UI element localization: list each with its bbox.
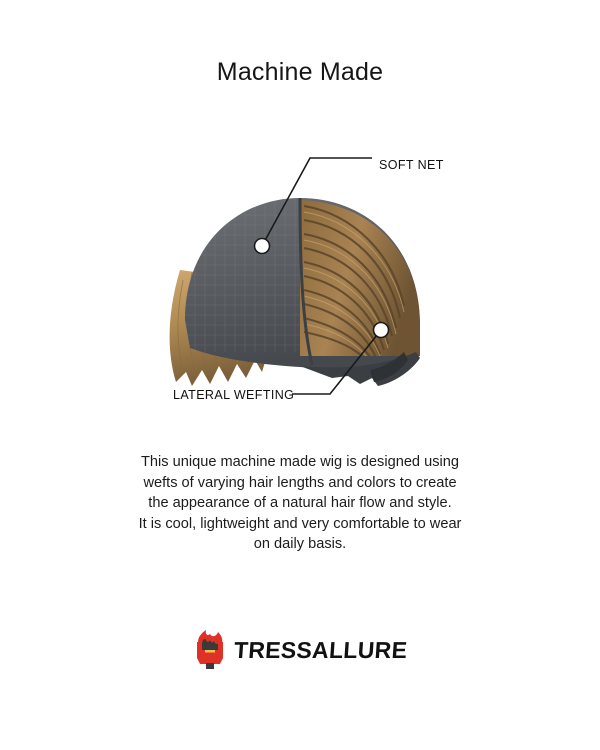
callout-label-lateral-wefting: LATERAL WEFTING [173,388,295,402]
lateral-wefting-marker [374,323,389,338]
description-line: This unique machine made wig is designed using [140,454,459,470]
callout-label-soft-net: SOFT NET [379,158,444,172]
description-line: It is cool, lightweight and very comfortable to wear [138,515,462,532]
tressallure-flame-mark [192,630,228,670]
lateral-wefting-area [300,198,420,362]
machine-made-wig-cap-diagram [0,120,600,420]
wig-cap-illustration [0,120,600,420]
brand-name: TRESSALLURE [233,636,409,663]
description-line: wefts of varying hair lengths and colors to create [143,474,457,491]
description-line: the appearance of a natural hair flow and style. [148,495,452,511]
brand-logo [0,630,600,670]
page-title: Machine Made [216,58,384,86]
product-description [0,452,600,555]
soft-net-marker [255,239,270,254]
description-line: on daily basis. [253,536,347,552]
